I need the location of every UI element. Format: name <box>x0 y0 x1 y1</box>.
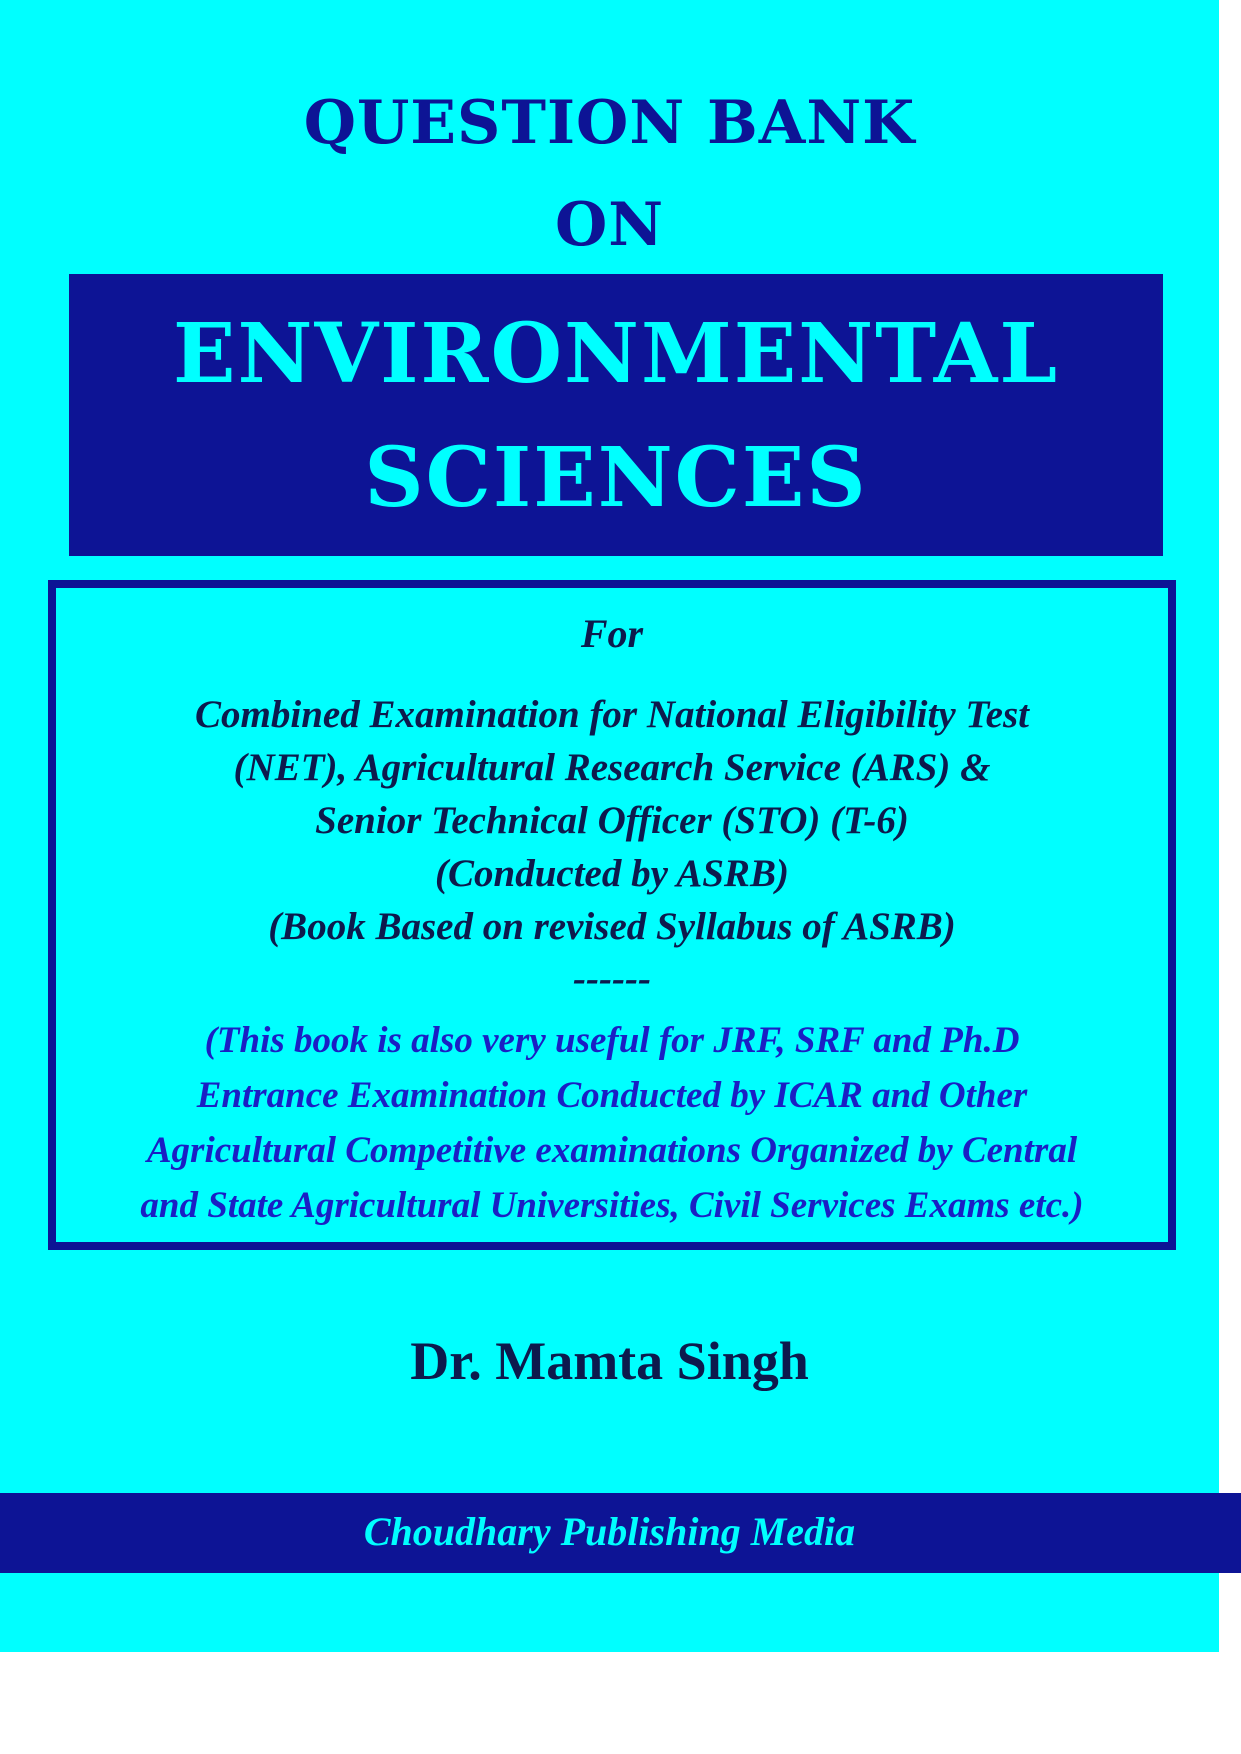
exam-line: (Book Based on revised Syllabus of ASRB) <box>268 905 956 948</box>
exam-line: Combined Examination for National Eligibility Test <box>195 693 1029 736</box>
subject-banner <box>69 274 1163 556</box>
subject-line-2: SCIENCES <box>364 430 868 526</box>
separator: ------ <box>573 957 651 1000</box>
subject-line-1: ENVIRONMENTAL <box>173 306 1059 402</box>
exam-info-box <box>48 580 1176 1250</box>
author-name: Dr. Mamta Singh <box>410 1331 809 1391</box>
publisher-bar <box>0 1493 1241 1573</box>
exam-line: (NET), Agricultural Research Service (ARS) & <box>233 746 991 789</box>
usefulness-note <box>56 1013 1168 1233</box>
usefulness-line: and State Agricultural Universities, Civil Services Exams etc.) <box>140 1185 1084 1226</box>
for-label: For <box>580 611 644 656</box>
title-line-2: ON <box>554 190 665 260</box>
exam-description <box>56 688 1168 953</box>
title-line-1: QUESTION BANK <box>303 88 916 158</box>
usefulness-line: Entrance Examination Conducted by ICAR and Other <box>196 1075 1028 1116</box>
usefulness-line: (This book is also very useful for JRF, SRF and Ph.D <box>204 1020 1020 1061</box>
usefulness-line: Agricultural Competitive examinations Organized by Central <box>146 1130 1078 1171</box>
exam-line: (Conducted by ASRB) <box>435 852 789 895</box>
exam-line: Senior Technical Officer (STO) (T-6) <box>315 799 909 842</box>
publisher-name: Choudhary Publishing Media <box>363 1509 856 1554</box>
